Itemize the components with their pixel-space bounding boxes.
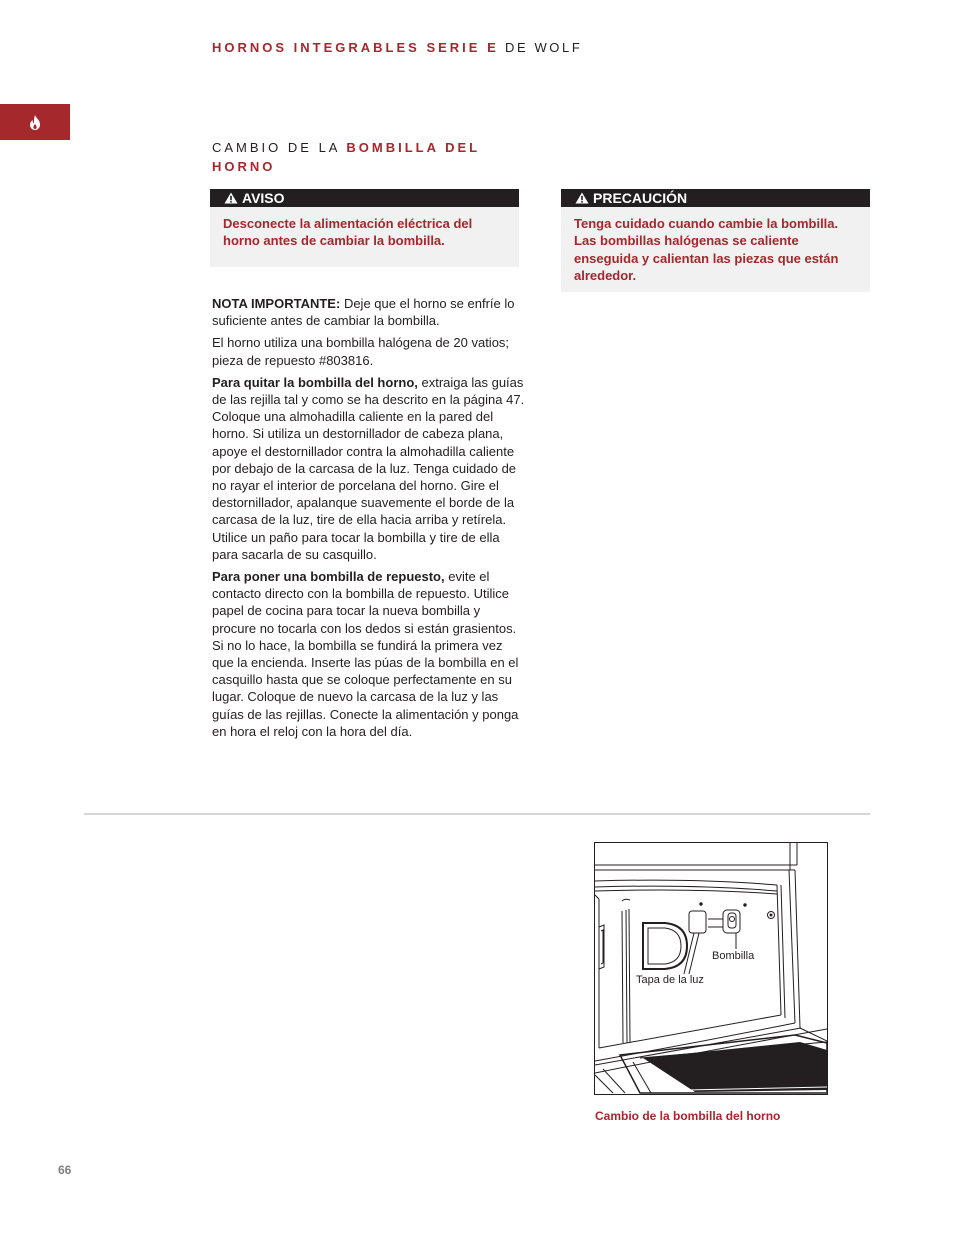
oven-illustration (594, 842, 828, 1095)
warning-triangle-icon (575, 192, 589, 204)
caution-box (561, 189, 870, 292)
figure-caption: Cambio de la bombilla del horno (595, 1109, 781, 1123)
flame-icon (29, 115, 41, 130)
note-text: Deje que el horno se enfríe lo suficiente antes de cambiar la bombilla. (212, 296, 515, 329)
page-number: 66 (58, 1163, 72, 1177)
remove-paragraph (212, 374, 527, 563)
bulb-info: El horno utiliza una bombilla halógena de 20 vatios; pieza de repuesto #803816. (212, 335, 510, 368)
warning-box (210, 189, 519, 267)
header-brand: HORNOS INTEGRABLES SERIE E (212, 40, 499, 55)
caution-header (561, 189, 870, 207)
install-label: Para poner una bombilla de repuesto, (212, 569, 445, 585)
oven-interior-drawing (595, 843, 827, 1094)
note-paragraph (212, 295, 527, 329)
callout-bulb: Bombilla (712, 950, 755, 962)
remove-label: Para quitar la bombilla del horno, (212, 374, 418, 390)
instructions (212, 295, 527, 745)
install-paragraph (212, 568, 527, 740)
section-title (212, 138, 532, 176)
caution-text: Tenga cuidado cuando cambie la bombilla. Las bombillas halógenas se caliente enseguida y calientan las piezas que están alrededor. (574, 216, 839, 283)
remove-text: extraiga las guías de las rejilla tal y como se ha descrito en la página 47. Coloque una almohadilla caliente en la pared del horno. Si utiliza un destornillador de cabeza plana, apoye el destornillador contra la almohadilla caliente por debajo de la carcasa de la luz. Tenga cuidado de no rayar el interior de porcelana del horno. Gire el destornillador, apalanque suavemente el borde de la carcasa de la luz, tire de ella hacia arriba y retírela. Utilice un paño para tocar la bombilla y tire de ella para sacarla de su casquillo. (212, 374, 525, 562)
callout-light-cover: Tapa de la luz (636, 974, 704, 986)
warning-header (210, 189, 519, 207)
divider (84, 813, 870, 815)
section-title-highlight: BOMBILLA DEL HORNO (212, 140, 480, 174)
note-label: NOTA IMPORTANTE: (212, 296, 341, 311)
warning-label: AVISO (242, 190, 285, 206)
caution-label: PRECAUCIÓN (593, 190, 688, 206)
section-tab (0, 104, 70, 140)
header-suffix: DE WOLF (504, 40, 583, 55)
install-text: evite el contacto directo con la bombilla de repuesto. Utilice papel de cocina para tocar la nueva bombilla y procure no tocarla con los dedos si están grasientos. Si no lo hace, la bombilla se fundirá la primera vez que la encienda. Inserte las púas de la bombilla en el casquillo hasta que se coloque perfectamente en su lugar. Coloque de nuevo la carcasa de la luz y las guías de las rejillas. Conecte la alimentación y ponga en hora el reloj con la hora del día. (212, 569, 519, 739)
warning-triangle-icon (224, 192, 238, 204)
section-title-prefix: CAMBIO DE LA (212, 140, 340, 155)
running-header (212, 40, 582, 55)
warning-text: Desconecte la alimentación eléctrica del horno antes de cambiar la bombilla. (223, 216, 473, 249)
